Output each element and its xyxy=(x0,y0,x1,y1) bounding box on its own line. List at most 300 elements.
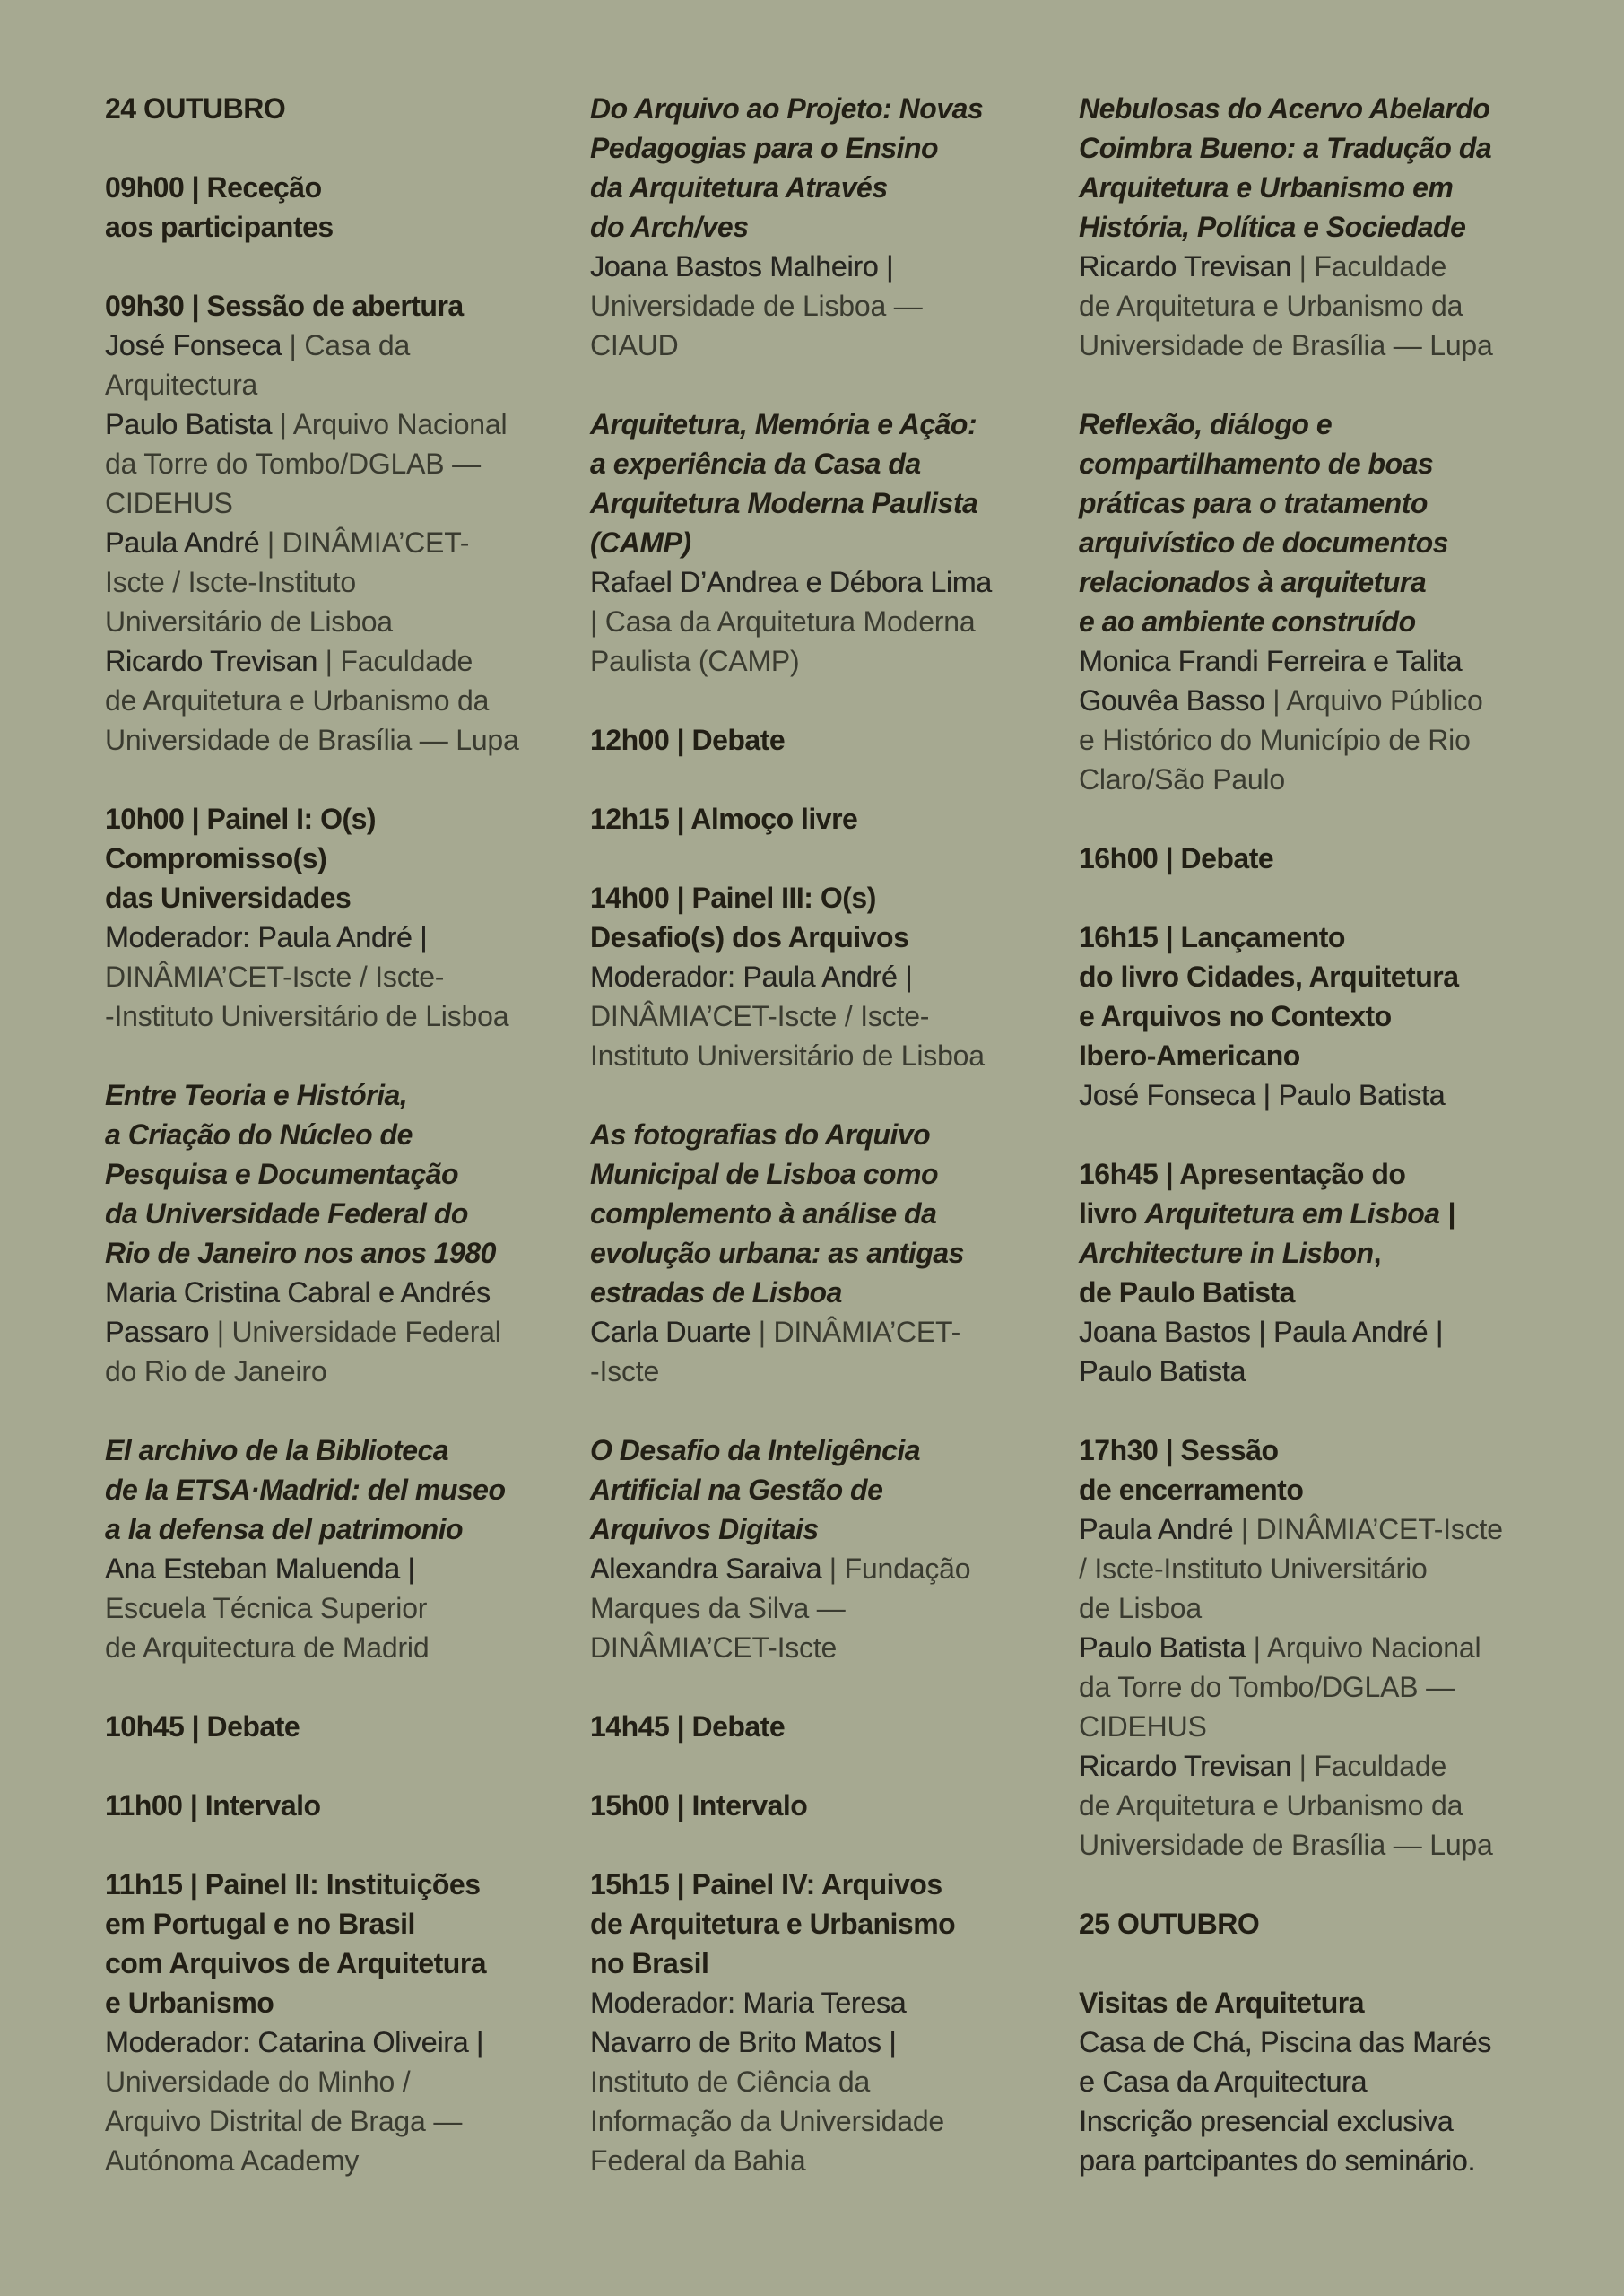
text-segment: Rafael D’Andrea e Débora Lima xyxy=(590,566,992,598)
schedule-block xyxy=(105,1865,541,2180)
text-segment: Paulista (CAMP) xyxy=(590,645,800,677)
text-segment: Informação da Universidade xyxy=(590,2105,945,2137)
text-segment: Universidade de Lisboa — xyxy=(590,290,923,322)
schedule-block xyxy=(590,720,1026,760)
text-segment: Paulo Batista xyxy=(105,408,272,440)
schedule-line xyxy=(590,1904,1026,1944)
schedule-line xyxy=(590,1588,1026,1628)
schedule-line xyxy=(105,404,541,444)
schedule-line xyxy=(105,918,541,957)
schedule-line xyxy=(1079,2141,1515,2180)
text-segment: Maria Cristina Cabral e Andrés xyxy=(105,1276,491,1309)
schedule-line xyxy=(105,483,541,523)
schedule-line xyxy=(105,523,541,562)
schedule-line xyxy=(105,1628,541,1667)
schedule-line xyxy=(590,1352,1026,1391)
text-segment: 24 OUTUBRO xyxy=(105,92,286,125)
text-segment: Paulo Batista xyxy=(1079,1631,1246,1664)
schedule-line xyxy=(1079,641,1515,681)
schedule-line xyxy=(590,2101,1026,2141)
text-segment: de encerramento xyxy=(1079,1474,1304,1506)
schedule-line xyxy=(590,1273,1026,1312)
text-segment: Passaro xyxy=(105,1316,209,1348)
text-segment: Nebulosas do Acervo Abelardo xyxy=(1079,92,1490,125)
text-segment: Visitas de Arquitetura xyxy=(1079,1987,1364,2019)
schedule-line xyxy=(105,1549,541,1588)
text-segment: compartilhamento de boas xyxy=(1079,448,1434,480)
text-segment: de Arquitetura e Urbanismo da xyxy=(105,684,490,717)
schedule-line xyxy=(1079,1549,1515,1588)
schedule-line xyxy=(1079,2022,1515,2062)
text-segment: Pesquisa e Documentação xyxy=(105,1158,458,1190)
text-segment: Entre Teoria e História, xyxy=(105,1079,408,1111)
text-segment: e Histórico do Município de Rio xyxy=(1079,724,1471,756)
text-segment: a la defensa del patrimonio xyxy=(105,1513,464,1545)
text-segment: Paulo Batista xyxy=(1079,1355,1246,1387)
schedule-line xyxy=(1079,1707,1515,1746)
schedule-block xyxy=(105,799,541,1036)
schedule-line xyxy=(105,1786,541,1825)
text-segment: | DINÂMIA’CET-Iscte xyxy=(1233,1513,1503,1545)
schedule-block xyxy=(1079,1154,1515,1391)
text-segment: | DINÂMIA’CET- xyxy=(259,526,470,559)
schedule-line xyxy=(1079,1628,1515,1667)
text-segment: | Casa da xyxy=(281,329,411,361)
text-segment: Universidade de Brasília — Lupa xyxy=(1079,329,1493,361)
schedule-line xyxy=(105,562,541,602)
text-segment: Rio de Janeiro nos anos 1980 xyxy=(105,1237,496,1269)
schedule-line xyxy=(590,286,1026,326)
schedule-line xyxy=(1079,602,1515,641)
schedule-block xyxy=(1079,404,1515,799)
schedule-line xyxy=(590,483,1026,523)
schedule-line xyxy=(105,365,541,404)
text-segment: de la ETSA·Madrid: del museo xyxy=(105,1474,506,1506)
text-segment: CIDEHUS xyxy=(105,487,233,519)
schedule-line xyxy=(1079,168,1515,207)
text-segment: Gouvêa Basso xyxy=(1079,684,1265,717)
schedule-line xyxy=(1079,720,1515,760)
schedule-line xyxy=(1079,1273,1515,1312)
schedule-block xyxy=(590,878,1026,1075)
schedule-block xyxy=(1079,839,1515,878)
text-segment: 11h00 | Intervalo xyxy=(105,1789,321,1822)
schedule-line xyxy=(590,1983,1026,2022)
schedule-line xyxy=(105,1983,541,2022)
schedule-block xyxy=(105,168,541,247)
schedule-line xyxy=(1079,1470,1515,1509)
text-segment: Moderador: Maria Teresa xyxy=(590,1987,907,2019)
text-segment: da Torre do Tombo/DGLAB — xyxy=(1079,1671,1455,1703)
schedule-line xyxy=(1079,1983,1515,2022)
text-segment: 14h00 | Painel III: O(s) xyxy=(590,882,876,914)
text-segment: a experiência da Casa da xyxy=(590,448,921,480)
schedule-line xyxy=(1079,1746,1515,1786)
text-segment: | Fundação xyxy=(821,1552,971,1585)
text-segment: | Casa da Arquitetura Moderna xyxy=(590,605,976,638)
schedule-line xyxy=(1079,2062,1515,2101)
text-segment: Ricardo Trevisan xyxy=(1079,250,1291,283)
text-segment: Ricardo Trevisan xyxy=(105,645,317,677)
schedule-line xyxy=(105,1075,541,1115)
schedule-block xyxy=(1079,1431,1515,1865)
schedule-line xyxy=(105,681,541,720)
text-segment: CIDEHUS xyxy=(1079,1710,1207,1743)
text-segment: Paula André xyxy=(1079,1513,1234,1545)
schedule-line xyxy=(1079,1904,1515,1944)
schedule-line xyxy=(590,1115,1026,1154)
schedule-block xyxy=(590,1865,1026,2180)
text-segment: Universitário de Lisboa xyxy=(105,605,393,638)
schedule-line xyxy=(1079,1194,1515,1233)
schedule-line xyxy=(1079,562,1515,602)
schedule-line xyxy=(590,720,1026,760)
text-segment: | Faculdade xyxy=(317,645,473,677)
schedule-line xyxy=(1079,286,1515,326)
schedule-line xyxy=(590,1707,1026,1746)
schedule-block xyxy=(105,1075,541,1391)
schedule-line xyxy=(590,168,1026,207)
schedule-line xyxy=(1079,1588,1515,1628)
text-segment: Carla Duarte xyxy=(590,1316,751,1348)
schedule-line xyxy=(1079,1825,1515,1865)
schedule-line xyxy=(105,1944,541,1983)
schedule-line xyxy=(105,168,541,207)
text-segment: 25 OUTUBRO xyxy=(1079,1908,1260,1940)
text-segment: Arquitetura e Urbanismo em xyxy=(1079,171,1454,204)
text-segment: Universidade de Brasília — Lupa xyxy=(105,724,519,756)
text-segment: Arquivos Digitais xyxy=(590,1513,819,1545)
text-segment: Arquivo Distrital de Braga — xyxy=(105,2105,463,2137)
schedule-line xyxy=(590,562,1026,602)
schedule-line xyxy=(105,602,541,641)
schedule-line xyxy=(590,523,1026,562)
schedule-line xyxy=(590,1233,1026,1273)
schedule-line xyxy=(1079,326,1515,365)
schedule-line xyxy=(105,1904,541,1944)
schedule-line xyxy=(105,1194,541,1233)
schedule-line xyxy=(590,2062,1026,2101)
schedule-line xyxy=(1079,996,1515,1036)
schedule-line xyxy=(590,128,1026,168)
schedule-line xyxy=(590,207,1026,247)
schedule-line xyxy=(590,1431,1026,1470)
text-segment: aos participantes xyxy=(105,211,334,243)
text-segment: em Portugal e no Brasil xyxy=(105,1908,415,1940)
text-segment: | Faculdade xyxy=(1290,250,1447,283)
schedule-line xyxy=(105,1865,541,1904)
schedule-line xyxy=(105,89,541,128)
schedule-block xyxy=(1079,1983,1515,2180)
text-segment: Pedagogias para o Ensino xyxy=(590,132,939,164)
text-segment: José Fonseca | Paulo Batista xyxy=(1079,1079,1446,1111)
schedule-line xyxy=(1079,483,1515,523)
text-segment: Ricardo Trevisan xyxy=(1079,1750,1291,1782)
schedule-line xyxy=(105,1312,541,1352)
text-segment: livro xyxy=(1079,1197,1145,1230)
schedule-line xyxy=(105,1154,541,1194)
schedule-line xyxy=(590,957,1026,996)
schedule-block xyxy=(590,1115,1026,1391)
text-segment: CIAUD xyxy=(590,329,679,361)
program-column-3 xyxy=(1079,89,1515,2220)
schedule-line xyxy=(1079,1352,1515,1391)
schedule-line xyxy=(105,1352,541,1391)
text-segment: Do Arquivo ao Projeto: Novas xyxy=(590,92,984,125)
schedule-block xyxy=(105,1707,541,1746)
text-segment: Escuela Técnica Superior xyxy=(105,1592,428,1624)
text-segment: Inscrição presencial exclusiva xyxy=(1079,2105,1454,2137)
text-segment: 12h15 | Almoço livre xyxy=(590,803,858,835)
schedule-line xyxy=(1079,1667,1515,1707)
schedule-line xyxy=(105,2101,541,2141)
text-segment: Arquitetura, Memória e Ação: xyxy=(590,408,977,440)
text-segment: Moderador: Paula André | xyxy=(590,961,913,993)
schedule-line xyxy=(1079,1154,1515,1194)
text-segment: Federal da Bahia xyxy=(590,2144,806,2177)
schedule-line xyxy=(590,1470,1026,1509)
text-segment: 16h15 | Lançamento xyxy=(1079,921,1345,953)
text-segment: 11h15 | Painel II: Instituições xyxy=(105,1868,481,1900)
schedule-line xyxy=(105,996,541,1036)
schedule-line xyxy=(590,1786,1026,1825)
text-segment: Navarro de Brito Matos | xyxy=(590,2026,897,2058)
schedule-block xyxy=(1079,918,1515,1115)
schedule-line xyxy=(105,1707,541,1746)
text-segment: Monica Frandi Ferreira e Talita xyxy=(1079,645,1463,677)
text-segment: Ana Esteban Maluenda | xyxy=(105,1552,415,1585)
schedule-line xyxy=(105,878,541,918)
schedule-line xyxy=(1079,681,1515,720)
schedule-line xyxy=(105,1431,541,1470)
schedule-block xyxy=(105,1786,541,1825)
text-segment: do Rio de Janeiro xyxy=(105,1355,327,1387)
schedule-block xyxy=(1079,89,1515,365)
schedule-block xyxy=(590,799,1026,839)
schedule-line xyxy=(105,641,541,681)
text-segment: | DINÂMIA’CET- xyxy=(751,1316,961,1348)
schedule-line xyxy=(590,1036,1026,1075)
text-segment: Artificial na Gestão de xyxy=(590,1474,883,1506)
text-segment: Moderador: Catarina Oliveira | xyxy=(105,2026,484,2058)
schedule-line xyxy=(105,1509,541,1549)
schedule-line xyxy=(1079,918,1515,957)
text-segment: e Casa da Arquitectura xyxy=(1079,2066,1368,2098)
schedule-line xyxy=(590,996,1026,1036)
schedule-line xyxy=(590,1628,1026,1667)
text-segment: práticas para o tratamento xyxy=(1079,487,1428,519)
schedule-line xyxy=(590,2141,1026,2180)
text-segment: Instituto Universitário de Lisboa xyxy=(590,1039,985,1072)
text-segment: El archivo de la Biblioteca xyxy=(105,1434,449,1466)
schedule-block xyxy=(105,1431,541,1667)
text-segment: 09h00 | Receção xyxy=(105,171,322,204)
text-segment: Alexandra Saraiva xyxy=(590,1552,822,1585)
text-segment: de Arquitectura de Madrid xyxy=(105,1631,430,1664)
text-segment: para partcipantes do seminário. xyxy=(1079,2144,1476,2177)
text-segment: Architecture in Lisbon xyxy=(1079,1237,1374,1269)
text-segment: | Arquivo Nacional xyxy=(1245,1631,1481,1664)
text-segment: Instituto de Ciência da xyxy=(590,2066,871,2098)
schedule-line xyxy=(590,1154,1026,1194)
text-segment: e ao ambiente construído xyxy=(1079,605,1416,638)
schedule-block xyxy=(1079,1904,1515,1944)
schedule-block xyxy=(590,1707,1026,1746)
schedule-line xyxy=(1079,404,1515,444)
text-segment: Joana Bastos Malheiro | xyxy=(590,250,894,283)
text-segment: / Iscte-Instituto Universitário xyxy=(1079,1552,1428,1585)
schedule-line xyxy=(1079,760,1515,799)
text-segment: 15h15 | Painel IV: Arquivos xyxy=(590,1868,942,1900)
schedule-line xyxy=(1079,1509,1515,1549)
text-segment: DINÂMIA’CET-Iscte / Iscte- xyxy=(105,961,445,993)
text-segment: Iscte / Iscte-Instituto xyxy=(105,566,356,598)
text-segment: no Brasil xyxy=(590,1947,709,1979)
text-segment: 10h00 | Painel I: O(s) xyxy=(105,803,377,835)
schedule-line xyxy=(1079,1431,1515,1470)
text-segment: Joana Bastos | Paula André | xyxy=(1079,1316,1443,1348)
schedule-line xyxy=(590,444,1026,483)
text-segment: As fotografias do Arquivo xyxy=(590,1118,931,1151)
schedule-line xyxy=(105,799,541,839)
text-segment: Universidade do Minho / xyxy=(105,2066,411,2098)
schedule-line xyxy=(590,247,1026,286)
schedule-line xyxy=(590,878,1026,918)
schedule-line xyxy=(590,2022,1026,2062)
text-segment: Casa de Chá, Piscina das Marés xyxy=(1079,2026,1492,2058)
schedule-block xyxy=(590,1431,1026,1667)
schedule-line xyxy=(1079,1036,1515,1075)
schedule-line xyxy=(105,720,541,760)
schedule-line xyxy=(590,918,1026,957)
schedule-line xyxy=(105,2141,541,2180)
schedule-line xyxy=(105,286,541,326)
program-column-1 xyxy=(105,89,541,2220)
text-segment: arquivístico de documentos xyxy=(1079,526,1448,559)
text-segment: DINÂMIA’CET-Iscte / Iscte- xyxy=(590,1000,930,1032)
text-segment: 17h30 | Sessão xyxy=(1079,1434,1279,1466)
schedule-line xyxy=(590,1944,1026,1983)
text-segment: | Arquivo Público xyxy=(1264,684,1483,717)
schedule-line xyxy=(1079,1786,1515,1825)
text-segment: Universidade de Brasília — Lupa xyxy=(1079,1829,1493,1861)
schedule-line xyxy=(105,2022,541,2062)
text-segment: Moderador: Paula André | xyxy=(105,921,428,953)
schedule-line xyxy=(590,1865,1026,1904)
schedule-line xyxy=(1079,1233,1515,1273)
schedule-block xyxy=(590,89,1026,365)
schedule-line xyxy=(1079,839,1515,878)
text-segment: | Faculdade xyxy=(1290,1750,1447,1782)
text-segment: DINÂMIA’CET-Iscte xyxy=(590,1631,838,1664)
text-segment: 14h45 | Debate xyxy=(590,1710,786,1743)
text-segment: 15h00 | Intervalo xyxy=(590,1789,808,1822)
text-segment: e Urbanismo xyxy=(105,1987,274,2019)
text-segment: -Iscte xyxy=(590,1355,660,1387)
text-segment: Coimbra Bueno: a Tradução da xyxy=(1079,132,1492,164)
text-segment: a Criação do Núcleo de xyxy=(105,1118,413,1151)
schedule-line xyxy=(105,326,541,365)
text-segment: da Universidade Federal do xyxy=(105,1197,468,1230)
schedule-block xyxy=(105,286,541,760)
text-segment: complemento à análise da xyxy=(590,1197,937,1230)
schedule-line xyxy=(105,957,541,996)
schedule-line xyxy=(590,602,1026,641)
text-segment: Desafio(s) dos Arquivos xyxy=(590,921,909,953)
schedule-line xyxy=(590,404,1026,444)
text-segment: Arquitetura em Lisboa | xyxy=(1144,1197,1455,1230)
text-segment: estradas de Lisboa xyxy=(590,1276,842,1309)
text-segment: de Lisboa xyxy=(1079,1592,1202,1624)
schedule-line xyxy=(1079,1075,1515,1115)
text-segment: O Desafio da Inteligência xyxy=(590,1434,921,1466)
text-segment: Arquitetura Moderna Paulista xyxy=(590,487,978,519)
schedule-line xyxy=(105,444,541,483)
text-segment: evolução urbana: as antigas xyxy=(590,1237,964,1269)
schedule-block xyxy=(590,404,1026,681)
schedule-block xyxy=(105,89,541,128)
text-segment: e Arquivos no Contexto xyxy=(1079,1000,1392,1032)
text-segment: -Instituto Universitário de Lisboa xyxy=(105,1000,509,1032)
text-segment: | Universidade Federal xyxy=(209,1316,501,1348)
text-segment: das Universidades xyxy=(105,882,352,914)
text-segment: de Arquitetura e Urbanismo da xyxy=(1079,290,1463,322)
text-segment: Claro/São Paulo xyxy=(1079,763,1286,796)
text-segment: 10h45 | Debate xyxy=(105,1710,300,1743)
schedule-line xyxy=(1079,2101,1515,2141)
schedule-block xyxy=(590,1786,1026,1825)
text-segment: 09h30 | Sessão de abertura xyxy=(105,290,464,322)
schedule-line xyxy=(1079,957,1515,996)
text-segment: da Torre do Tombo/DGLAB — xyxy=(105,448,481,480)
text-segment: História, Política e Sociedade xyxy=(1079,211,1466,243)
schedule-line xyxy=(1079,89,1515,128)
text-segment: , xyxy=(1373,1237,1381,1269)
text-segment: Arquitectura xyxy=(105,369,258,401)
schedule-line xyxy=(105,1115,541,1154)
text-segment: Paula André xyxy=(105,526,260,559)
text-segment: com Arquivos de Arquitetura xyxy=(105,1947,487,1979)
text-segment: Municipal de Lisboa como xyxy=(590,1158,939,1190)
text-segment: do Arch/ves xyxy=(590,211,749,243)
text-segment: da Arquitetura Através xyxy=(590,171,888,204)
schedule-line xyxy=(105,1233,541,1273)
text-segment: José Fonseca xyxy=(105,329,282,361)
schedule-line xyxy=(590,326,1026,365)
text-segment: Autónoma Academy xyxy=(105,2144,360,2177)
schedule-line xyxy=(105,839,541,878)
text-segment: Ibero-Americano xyxy=(1079,1039,1300,1072)
text-segment: Reflexão, diálogo e xyxy=(1079,408,1333,440)
schedule-line xyxy=(1079,207,1515,247)
schedule-line xyxy=(105,1588,541,1628)
text-segment: | Arquivo Nacional xyxy=(271,408,508,440)
text-segment: 16h00 | Debate xyxy=(1079,842,1274,874)
schedule-line xyxy=(590,1312,1026,1352)
schedule-line xyxy=(590,641,1026,681)
schedule-line xyxy=(105,1470,541,1509)
schedule-line xyxy=(590,1509,1026,1549)
text-segment: 12h00 | Debate xyxy=(590,724,786,756)
schedule-line xyxy=(1079,523,1515,562)
schedule-line xyxy=(1079,128,1515,168)
schedule-line xyxy=(590,89,1026,128)
schedule-line xyxy=(105,1273,541,1312)
text-segment: Compromisso(s) xyxy=(105,842,327,874)
text-segment: (CAMP) xyxy=(590,526,691,559)
text-segment: de Arquitetura e Urbanismo da xyxy=(1079,1789,1463,1822)
program-column-2 xyxy=(590,89,1026,2220)
